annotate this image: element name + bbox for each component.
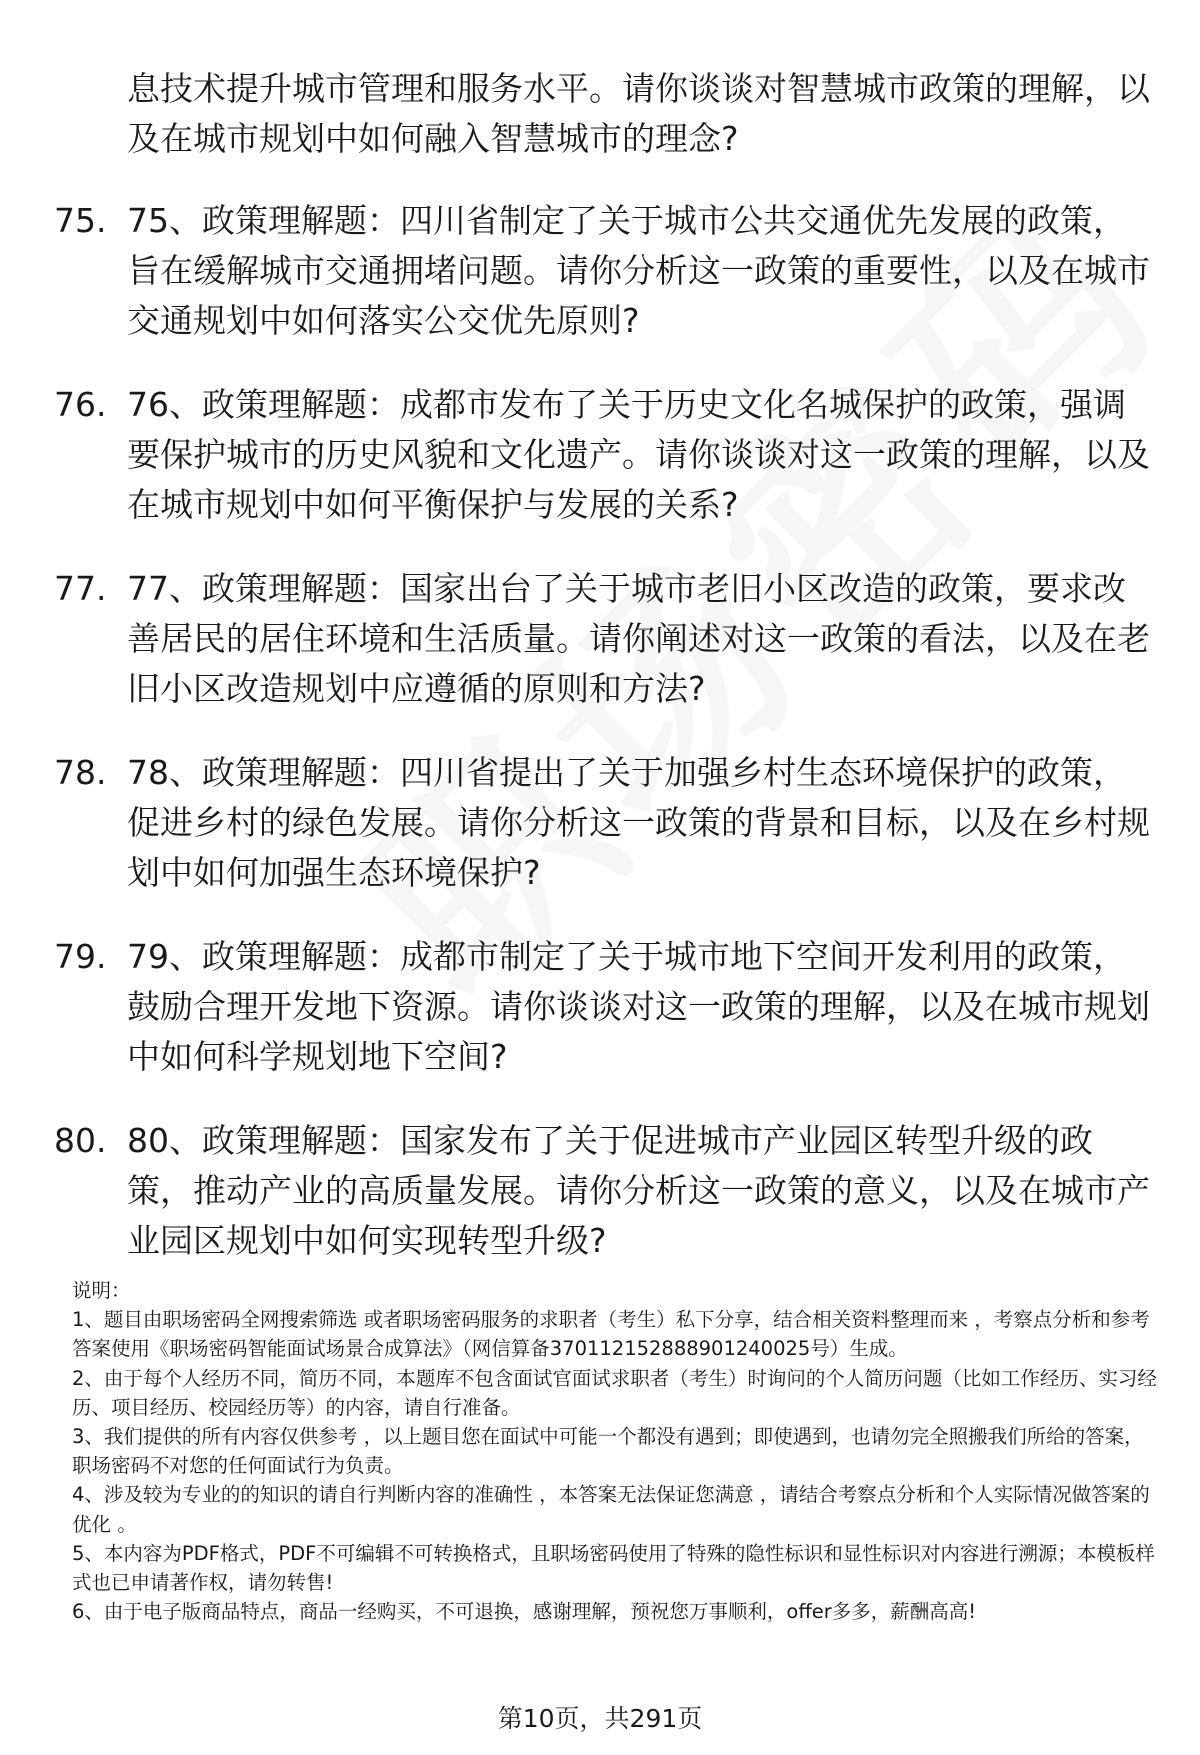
question-item	[0, 380, 1200, 564]
question-item	[0, 1116, 1200, 1300]
question-list	[0, 196, 1200, 1300]
question-number: 79.	[54, 937, 107, 976]
question-text: 77、政策理解题：国家出台了关于城市老旧小区改造的政策，要求改善居民的居住环境和生活质量。请你阐述对这一政策的看法，以及在老旧小区改造规划中应遵循的原则和方法?	[127, 569, 1150, 708]
question-item	[0, 932, 1200, 1116]
note-item: 4、涉及较为专业的的知识的请自行判断内容的准确性 ，本答案无法保证您满意 ，请结合考察点分析和个人实际情况做答案的优化 。	[72, 1483, 1150, 1536]
question-number: 76.	[54, 385, 107, 424]
question-item	[0, 564, 1200, 748]
question-item	[0, 196, 1200, 380]
note-item: 2、由于每个人经历不同，简历不同，本题库不包含面试官面试求职者（考生）时询问的个人简历问题（比如工作经历、实习经历、项目经历、校园经历等）的内容，请自行准备。	[72, 1366, 1157, 1419]
question-text: 80、政策理解题：国家发布了关于促进城市产业园区转型升级的政策，推动产业的高质量发展。请你分析这一政策的意义，以及在城市产业园区规划中如何实现转型升级?	[127, 1121, 1150, 1260]
question-text: 79、政策理解题：成都市制定了关于城市地下空间开发利用的政策，鼓励合理开发地下资源。请你谈谈对这一政策的理解，以及在城市规划中如何科学规划地下空间?	[127, 937, 1150, 1076]
question-text: 76、政策理解题：成都市发布了关于历史文化名城保护的政策，强调要保护城市的历史风貌和文化遗产。请你谈谈对这一政策的理解，以及在城市规划中如何平衡保护与发展的关系?	[127, 385, 1150, 524]
page-number: 第10页，共291页	[497, 1704, 703, 1733]
question-number: 77.	[54, 569, 107, 608]
question-item	[0, 748, 1200, 932]
continuation-text: 息技术提升城市管理和服务水平。请你谈谈对智慧城市政策的理解，以及在城市规划中如何融入智慧城市的理念?	[127, 69, 1150, 158]
note-item: 5、本内容为PDF格式，PDF不可编辑不可转换格式，且职场密码使用了特殊的隐性标识和显性标识对内容进行溯源；本模板样式也已申请著作权，请勿转售!	[72, 1541, 1155, 1595]
question-number: 75.	[54, 201, 107, 240]
note-item: 3、我们提供的所有内容仅供参考 ，以上题目您在面试中可能一个都没有遇到；即使遇到，也请勿完全照搬我们所给的答案，职场密码不对您的任何面试行为负责。	[72, 1425, 1144, 1478]
question-number: 80.	[54, 1121, 107, 1160]
note-item: 6、由于电子版商品特点，商品一经购买，不可退换，感谢理解，预祝您万事顺利，offer多多，薪酬高高!	[72, 1600, 977, 1624]
notes-heading: 说明：	[72, 1279, 131, 1302]
question-number: 78.	[54, 753, 107, 792]
question-text: 78、政策理解题：四川省提出了关于加强乡村生态环境保护的政策，促进乡村的绿色发展。请你分析这一政策的背景和目标，以及在乡村规划中如何加强生态环境保护?	[127, 753, 1150, 892]
note-item: 1、题目由职场密码全网搜索筛选 或者职场密码服务的求职者（考生）私下分享，结合相关资料整理而来 ，考察点分析和参考答案使用《职场密码智能面试场景合成算法》（网信算备37011215288890124002​5号）生成。	[72, 1308, 1150, 1361]
notes-section	[72, 1276, 1162, 1626]
question-text: 75、政策理解题：四川省制定了关于城市公共交通优先发展的政策，旨在缓解城市交通拥堵问题。请你分析这一政策的重要性，以及在城市交通规划中如何落实公交优先原则?	[127, 201, 1150, 340]
